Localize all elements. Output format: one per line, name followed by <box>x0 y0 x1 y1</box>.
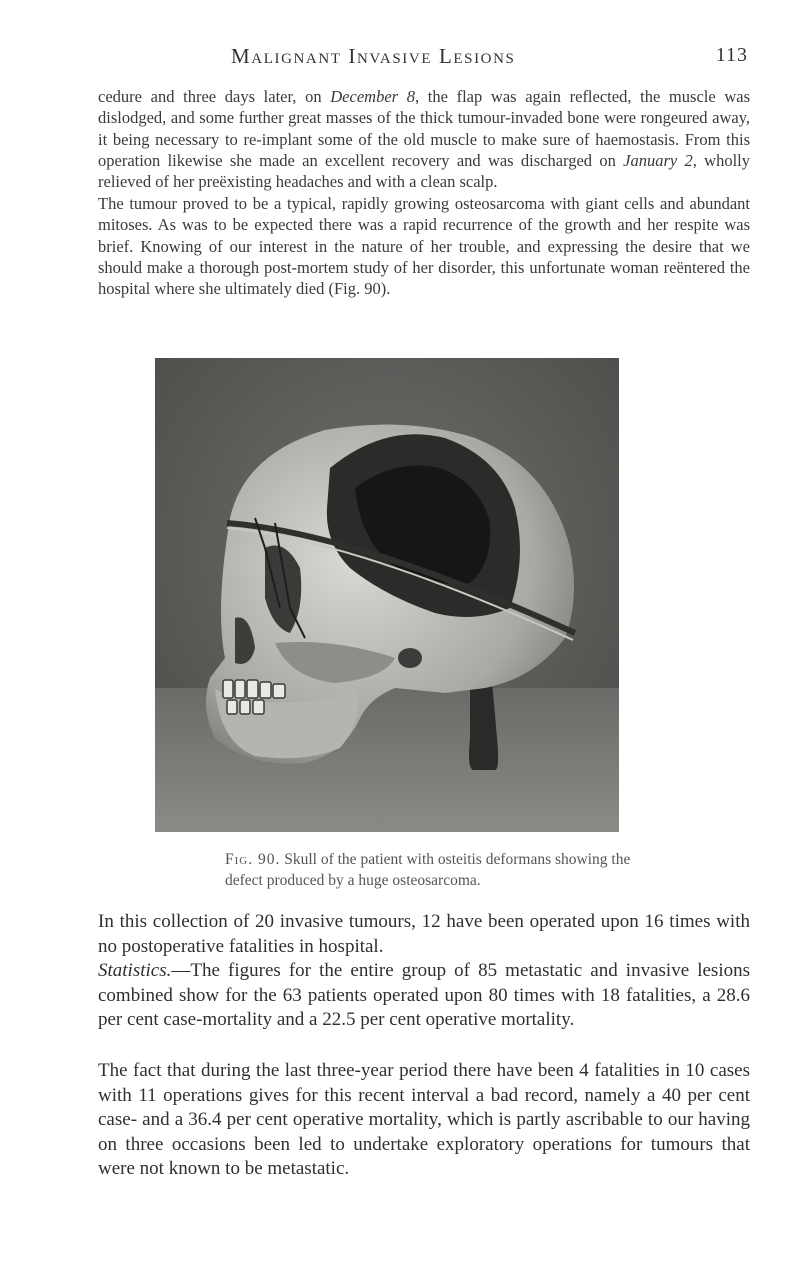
paragraph-recent-interval <box>98 1059 750 1182</box>
paragraph-collection <box>98 910 750 959</box>
p1-text-b: , the flap was again reflected, the muscle was dislodged, and some further great masses of the thick tumour-invaded bone were rongeured away, it being necessary to re-implant some of the old muscle to make sure of haemostasis. From this operation likewise she made an excellent recovery and was discharged on <box>98 87 750 170</box>
p2-text: The tumour proved to be a typical, rapidly growing osteosarcoma with giant cells and abundant mitoses. As was to be expected there was a rapid recurrence of the growth and her respite was brief. Knowing of our interest in the nature of her trouble, and expressing the desire that we should make a thorough post-mortem study of her disorder, this unfortunate woman reëntered the hospital where she ultimately died (Fig. 90). <box>98 194 750 299</box>
p1-text-c: , wholly relieved of her preëxisting headaches and with a clean scalp. <box>98 150 750 192</box>
paragraph-statistics <box>98 959 750 1033</box>
figure-caption-text: Skull of the patient with osteitis deformans showing the defect produced by a huge osteosarcoma. <box>225 851 631 889</box>
statistics-label: Statistics. <box>98 960 172 981</box>
paragraph-tumour <box>98 193 750 299</box>
paragraph-operation <box>98 86 750 192</box>
p4-text: —The figures for the entire group of 85 metastatic and invasive lesions combined show for the 63 patients operated upon 80 times with 18 fatalities, a 28.6 per cent case-mortality and a 22.5 per cent operative mortality. <box>98 960 750 1031</box>
p3-text: In this collection of 20 invasive tumours, 12 have been operated upon 16 times with no postoperative fatalities in hospital. <box>98 911 750 957</box>
p1-text-a: cedure and three days later, on <box>98 87 331 106</box>
running-head: Malignant Invasive Lesions <box>231 44 516 68</box>
p5-text: The fact that during the last three-year period there have been 4 fatalities in 10 cases with 11 operations gives for this recent interval a bad record, namely a 40 per cent case- and a 36.4 per cent operative mortality, which is partly ascribable to our having on three occasions been led to undertake exploratory operations for tumours that were not known to be metastatic. <box>98 1060 750 1180</box>
page-header <box>98 44 748 74</box>
figure-caption <box>225 850 655 891</box>
figure-label: Fig. 90. <box>225 851 281 868</box>
page-number: 113 <box>715 44 748 66</box>
skull-photograph <box>155 358 619 832</box>
p1-date-december: December 8 <box>330 87 415 106</box>
p1-date-january: January 2 <box>623 150 693 170</box>
